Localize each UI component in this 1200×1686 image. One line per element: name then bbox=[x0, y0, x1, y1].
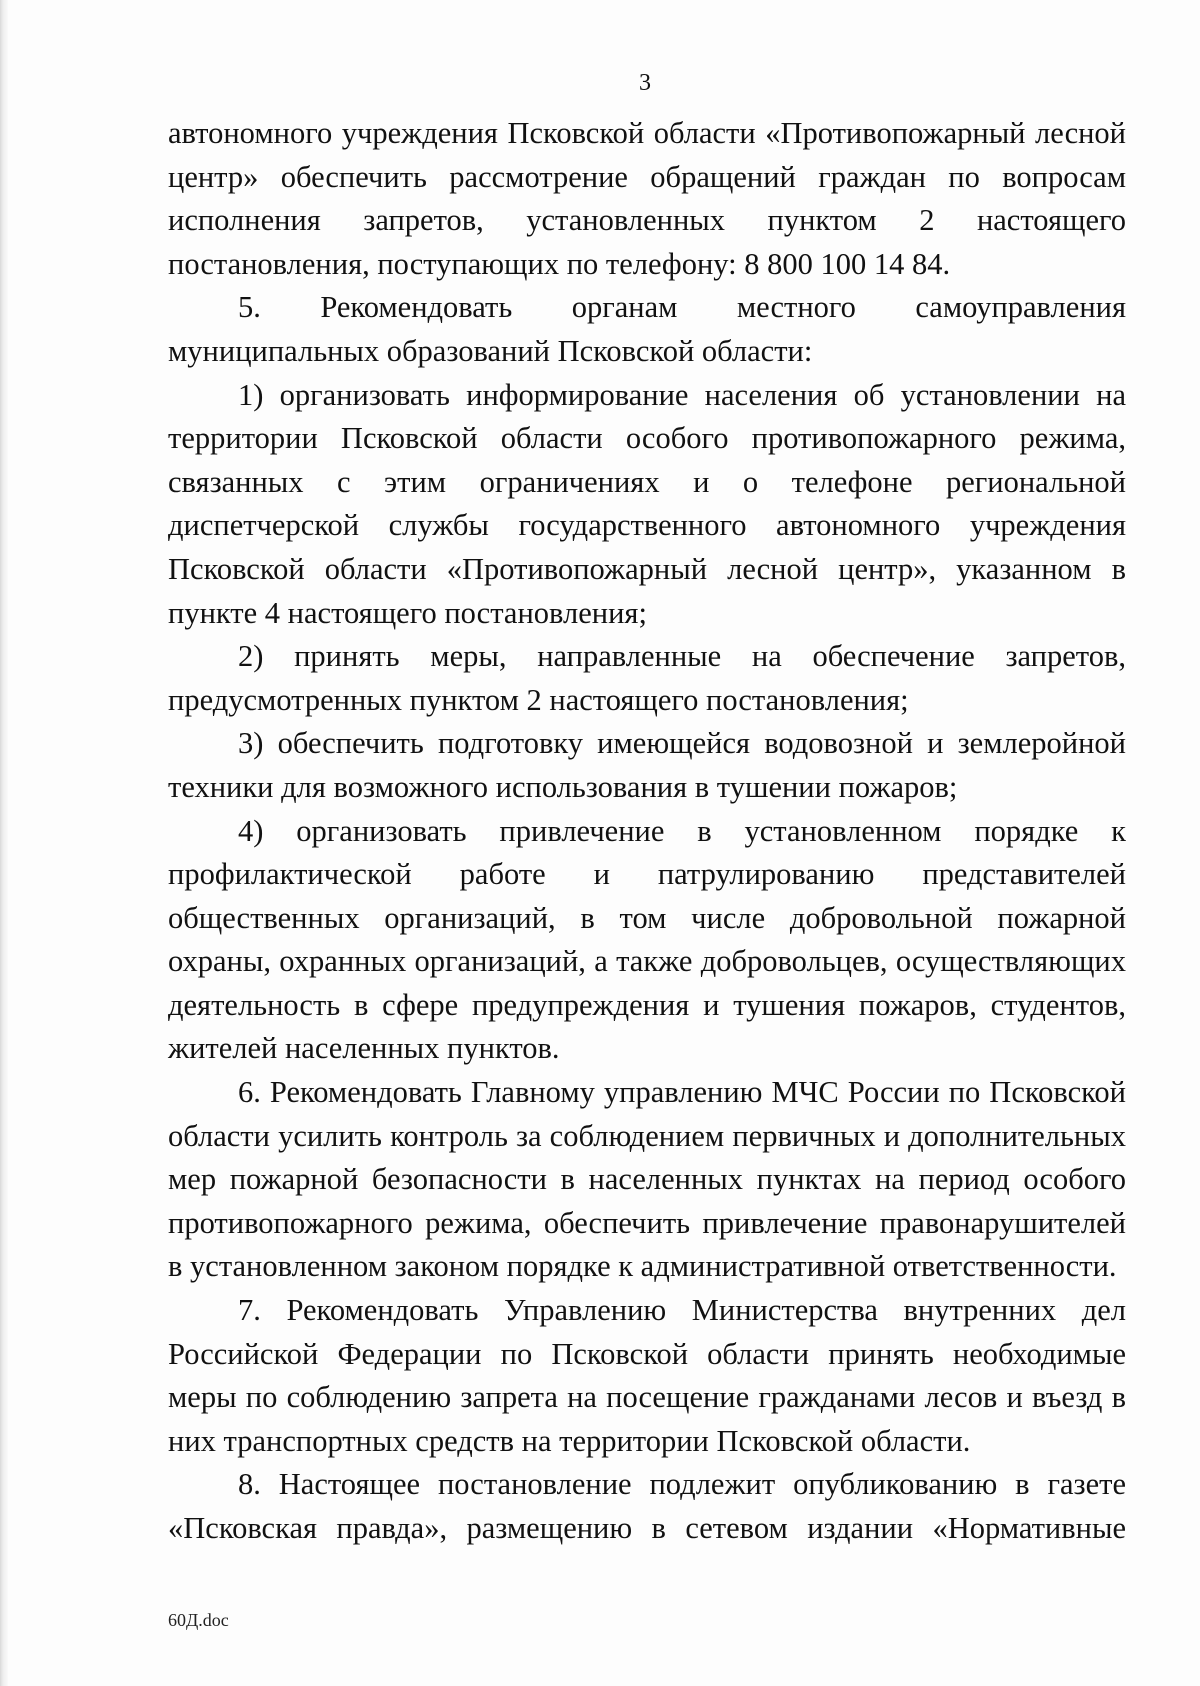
paragraph-subitem-4: 4) организовать привлечение в установленном порядке к профилактической работе и патрулированию представителей общественных организаций, в том числе добровольной пожарной охраны, охранных организаций, а также добровольцев, осуществляющих деятельность в сфере предупреждения и тушения пожаров, студентов, жителей населенных пунктов. bbox=[168, 813, 1126, 1066]
paragraph-subitem-2: 2) принять меры, направленные на обеспечение запретов, предусмотренных пунктом 2 настоящего постановления; bbox=[168, 639, 1126, 717]
footer-filename: 60Д.doc bbox=[168, 1610, 229, 1630]
paragraph-subitem-1: 1) организовать информирование населения об установлении на территории Псковской области особого противопожарного режима, связанных с этим ограничениях и о телефоне региональной диспетчерской службы государственного автономного учреждения Псковской области «Противопожарный лесной центр», указанном в пункте 4 настоящего постановления; bbox=[168, 377, 1126, 630]
paragraph-subitem-3: 3) обеспечить подготовку имеющейся водовозной и землеройной техники для возможного использования в тушении пожаров; bbox=[168, 726, 1126, 804]
paragraph-item-5: 5. Рекомендовать органам местного самоуправления муниципальных образований Псковской области: bbox=[168, 290, 1126, 368]
paragraph-continuation: автономного учреждения Псковской области «Противопожарный лесной центр» обеспечить рассмотрение обращений граждан по вопросам исполнения запретов, установленных пунктом 2 настоящего постановления, поступающих по телефону: 8 800 100 14 84. bbox=[168, 116, 1126, 281]
document-body bbox=[168, 112, 1126, 1551]
scan-edge-shadow bbox=[0, 0, 8, 1686]
paragraph-item-7: 7. Рекомендовать Управлению Министерства внутренних дел Российской Федерации по Псковской области принять необходимые меры по соблюдению запрета на посещение гражданами лесов и въезд в них транспортных средств на территории Псковской области. bbox=[168, 1293, 1126, 1458]
paragraph-item-6: 6. Рекомендовать Главному управлению МЧС России по Псковской области усилить контроль за соблюдением первичных и дополнительных мер пожарной безопасности в населенных пунктах на период особого противопожарного режима, обеспечить привлечение правонарушителей в установленном законом порядке к административной ответственности. bbox=[168, 1075, 1126, 1284]
paragraph-item-8: 8. Настоящее постановление подлежит опубликованию в газете «Псковская правда», размещению в сетевом издании «Нормативные bbox=[168, 1467, 1126, 1545]
page-number: 3 bbox=[639, 70, 651, 96]
